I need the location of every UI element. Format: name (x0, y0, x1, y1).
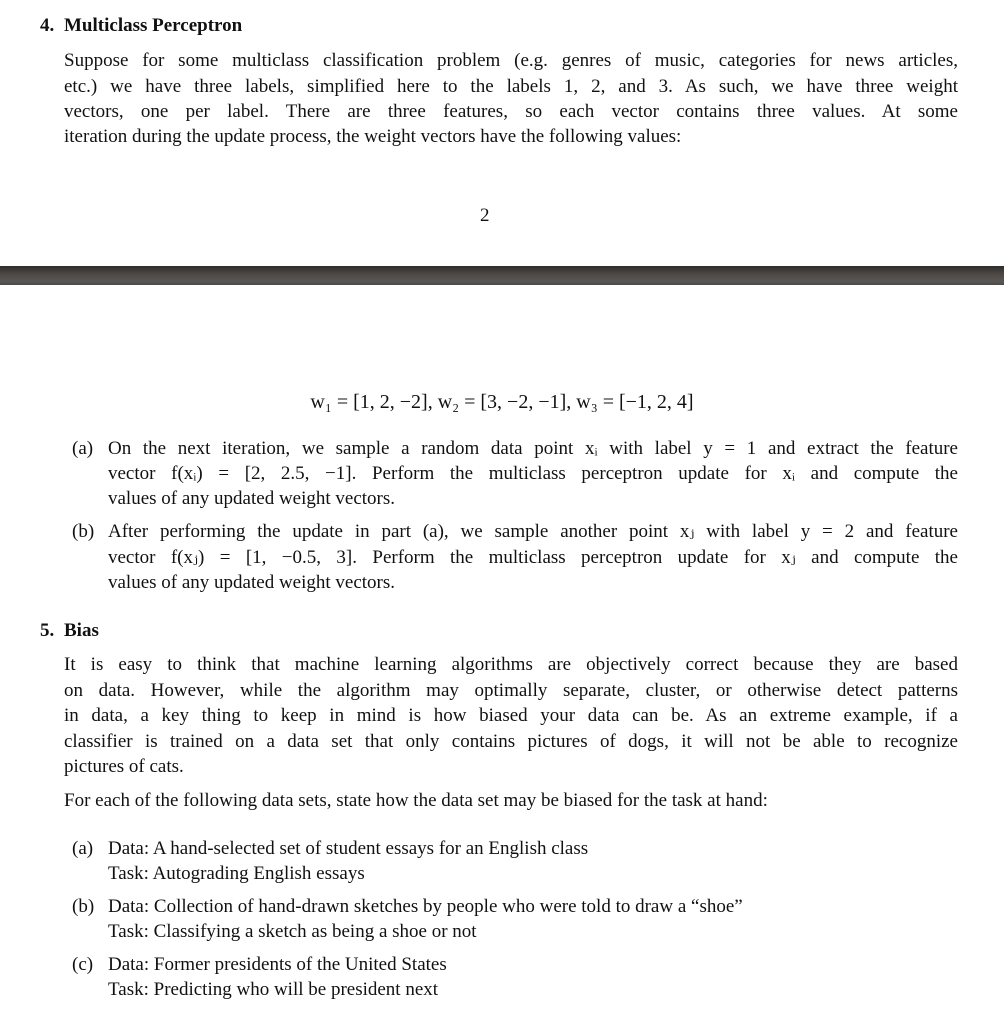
part-label: (b) (72, 896, 95, 917)
q5-para-line: on data. However, while the algorithm may optimally separate, cluster, or otherwise detect patterns (64, 680, 958, 701)
q5-para-line: classifier is trained on a data set that only contains pictures of dogs, it will not be able to recognize (64, 731, 958, 752)
q4-title: Multiclass Perceptron (64, 15, 243, 36)
q5-para-line: in data, a key thing to keep in mind is how biased your data can be. As an extreme example, if a (64, 705, 958, 726)
page-number: 2 (480, 205, 490, 226)
q5-title: Bias (64, 620, 99, 641)
q4-para-line: Suppose for some multiclass classification problem (e.g. genres of music, categories for news articles, (64, 50, 958, 71)
q4b-line: values of any updated weight vectors. (108, 572, 396, 593)
q5-instruction: For each of the following data sets, state how the data set may be biased for the task at hand: (64, 790, 768, 811)
q4a-line: values of any updated weight vectors. (108, 488, 396, 509)
q4-para-line: iteration during the update process, the weight vectors have the following values: (64, 126, 682, 147)
weight-vectors-equation: w₁ = [1, 2, −2], w₂ = [3, −2, −1], w₃ = [−1, 2, 4] (310, 391, 694, 413)
q4b-line: After performing the update in part (a), we sample another point xⱼ with label y = 2 and feature (108, 521, 958, 542)
q4b-line: vector f(xⱼ) = [1, −0.5, 3]. Perform the multiclass perceptron update for xⱼ and compute the (108, 547, 958, 568)
q5a-data: Data: A hand-selected set of student essays for an English class (108, 838, 589, 859)
q5-para-line: pictures of cats. (64, 756, 184, 777)
part-label: (b) (72, 521, 95, 542)
q5b-data: Data: Collection of hand-drawn sketches by people who were told to draw a “shoe” (108, 896, 743, 917)
part-label: (c) (72, 954, 94, 975)
q4-para-line: etc.) we have three labels, simplified here to the labels 1, 2, and 3. As such, we have three weight (64, 76, 958, 97)
part-label: (a) (72, 438, 94, 459)
q4-para-line: vectors, one per label. There are three features, so each vector contains three values. At some (64, 101, 958, 122)
q5c-data: Data: Former presidents of the United States (108, 954, 447, 975)
q5-number: 5. (40, 620, 55, 641)
q5c-task: Task: Predicting who will be president next (108, 979, 439, 1000)
q4-number: 4. (40, 15, 55, 36)
q4a-line: On the next iteration, we sample a random data point xᵢ with label y = 1 and extract the feature (108, 438, 958, 459)
q5-para-line: It is easy to think that machine learning algorithms are objectively correct because they are based (64, 654, 958, 675)
q5a-task: Task: Autograding English essays (108, 863, 365, 884)
page-break-divider (0, 266, 1004, 285)
q5b-task: Task: Classifying a sketch as being a shoe or not (108, 921, 477, 942)
q4a-line: vector f(xᵢ) = [2, 2.5, −1]. Perform the multiclass perceptron update for xᵢ and compute the (108, 463, 958, 484)
part-label: (a) (72, 838, 94, 859)
